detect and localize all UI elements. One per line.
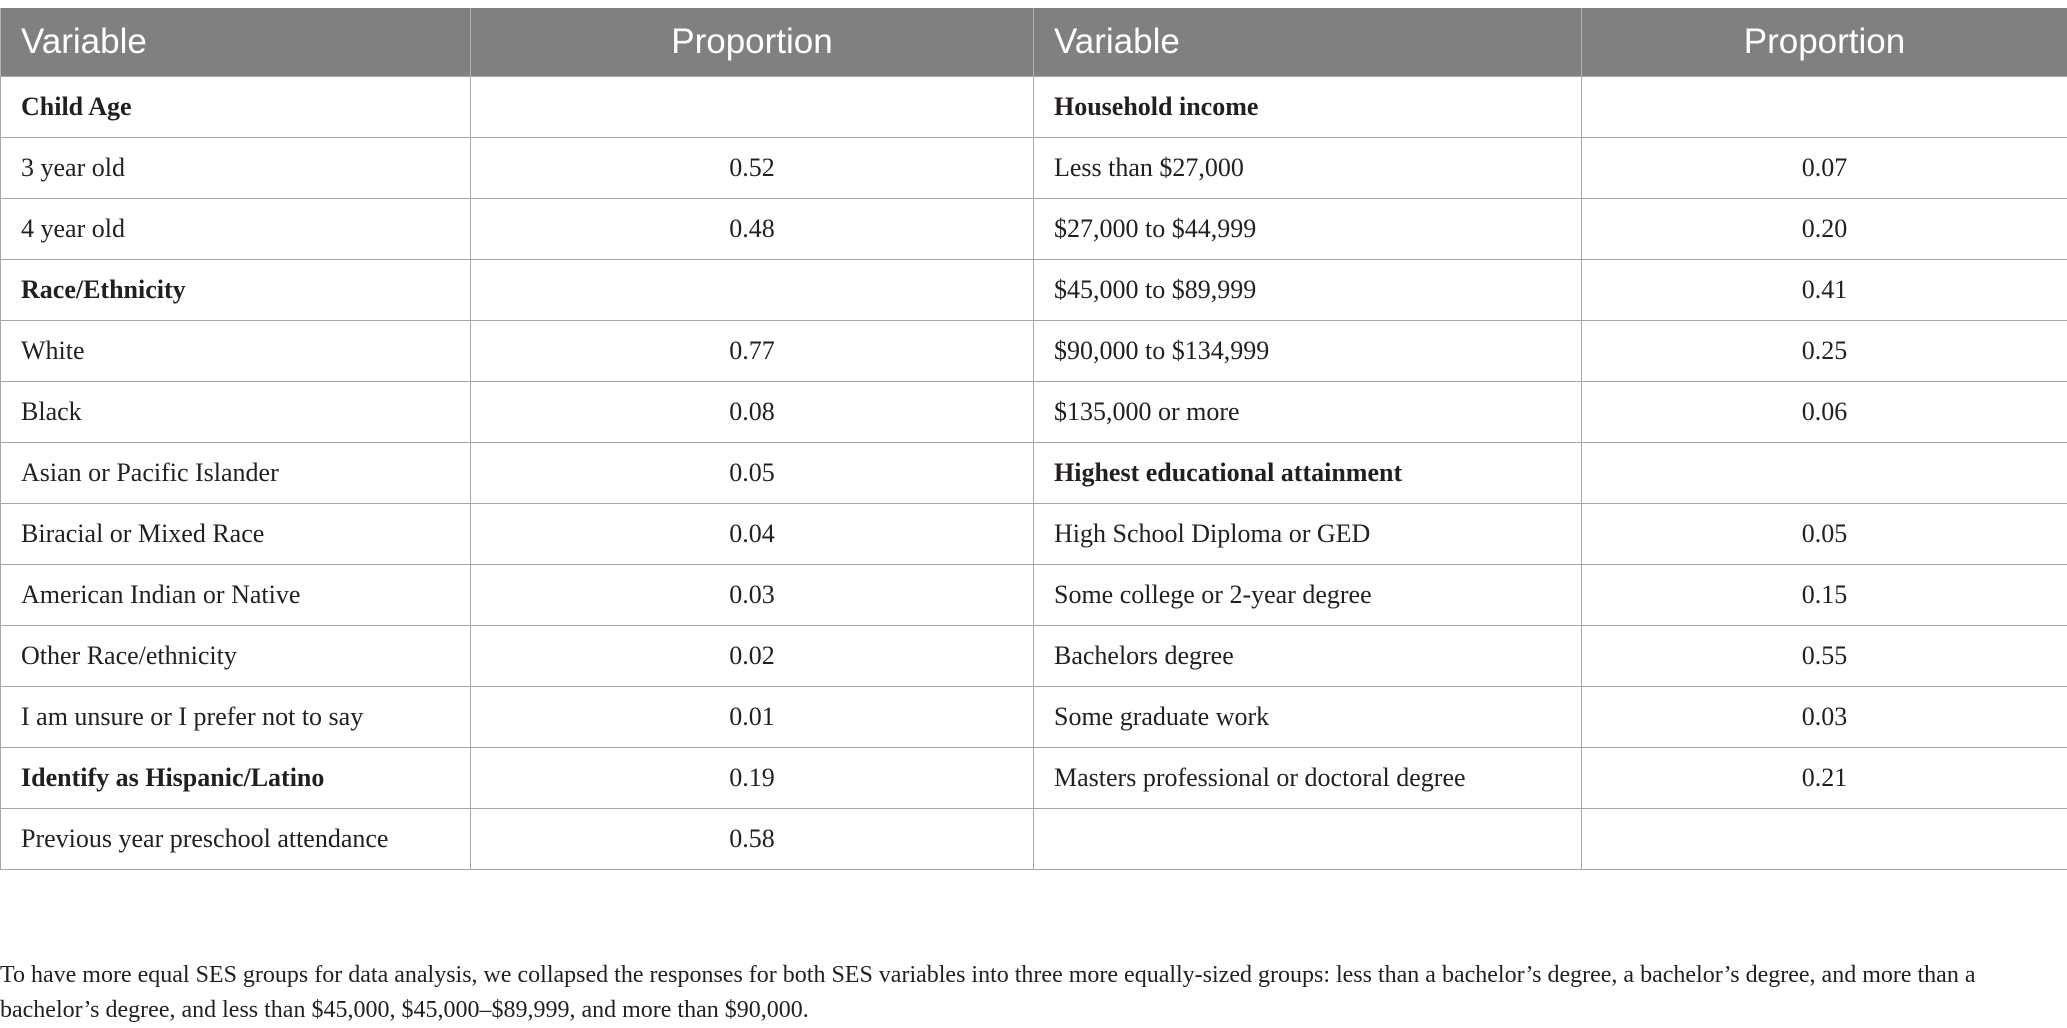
- left-proportion-cell: 0.19: [471, 748, 1034, 809]
- table-row: [1, 321, 2067, 382]
- left-variable-cell: Asian or Pacific Islander: [1, 443, 471, 504]
- table-row: [1, 687, 2067, 748]
- left-variable-cell: 4 year old: [1, 199, 471, 260]
- right-variable-cell: High School Diploma or GED: [1034, 504, 1582, 565]
- table-row: [1, 504, 2067, 565]
- table-row: [1, 748, 2067, 809]
- left-variable-cell: Previous year preschool attendance: [1, 809, 471, 870]
- right-variable-cell: Household income: [1034, 77, 1582, 138]
- left-proportion-cell: 0.08: [471, 382, 1034, 443]
- right-variable-cell: Some graduate work: [1034, 687, 1582, 748]
- table-row: [1, 260, 2067, 321]
- right-variable-cell: $90,000 to $134,999: [1034, 321, 1582, 382]
- table-row: [1, 443, 2067, 504]
- right-variable-cell: Some college or 2-year degree: [1034, 565, 1582, 626]
- left-proportion-cell: [471, 260, 1034, 321]
- right-proportion-cell: [1582, 77, 2067, 138]
- table-footnote: To have more equal SES groups for data analysis, we collapsed the responses for both SES variables into three more equally-sized groups: less than a bachelor’s degree, a bachelor’s degree, and more than a bachelor’s degree, and less than $45,000, $45,000–$89,999, and more than $90,000.: [0, 958, 2060, 1028]
- right-variable-cell: Bachelors degree: [1034, 626, 1582, 687]
- left-variable-cell: Biracial or Mixed Race: [1, 504, 471, 565]
- table-header-row: [1, 8, 2067, 77]
- table-row: [1, 809, 2067, 870]
- left-variable-cell: Child Age: [1, 77, 471, 138]
- right-proportion-cell: 0.15: [1582, 565, 2067, 626]
- right-proportion-cell: 0.55: [1582, 626, 2067, 687]
- right-variable-cell: $27,000 to $44,999: [1034, 199, 1582, 260]
- right-proportion-cell: 0.05: [1582, 504, 2067, 565]
- left-proportion-cell: 0.05: [471, 443, 1034, 504]
- header-variable-left: Variable: [1, 8, 471, 77]
- left-variable-cell: White: [1, 321, 471, 382]
- header-proportion-left: Proportion: [471, 8, 1034, 77]
- table-row: [1, 138, 2067, 199]
- left-variable-cell: Race/Ethnicity: [1, 260, 471, 321]
- header-proportion-right: Proportion: [1582, 8, 2067, 77]
- right-variable-cell: Masters professional or doctoral degree: [1034, 748, 1582, 809]
- right-proportion-cell: 0.20: [1582, 199, 2067, 260]
- left-proportion-cell: 0.04: [471, 504, 1034, 565]
- left-proportion-cell: 0.02: [471, 626, 1034, 687]
- right-variable-cell: $135,000 or more: [1034, 382, 1582, 443]
- right-proportion-cell: 0.25: [1582, 321, 2067, 382]
- header-variable-right: Variable: [1034, 8, 1582, 77]
- right-variable-cell: Highest educational attainment: [1034, 443, 1582, 504]
- right-proportion-cell: 0.41: [1582, 260, 2067, 321]
- right-variable-cell: [1034, 809, 1582, 870]
- right-variable-cell: Less than $27,000: [1034, 138, 1582, 199]
- left-proportion-cell: 0.58: [471, 809, 1034, 870]
- right-proportion-cell: 0.07: [1582, 138, 2067, 199]
- right-proportion-cell: 0.03: [1582, 687, 2067, 748]
- demographics-table: [0, 8, 2067, 870]
- table-row: [1, 565, 2067, 626]
- table-row: [1, 199, 2067, 260]
- left-proportion-cell: 0.01: [471, 687, 1034, 748]
- left-proportion-cell: 0.03: [471, 565, 1034, 626]
- table-row: [1, 626, 2067, 687]
- right-proportion-cell: 0.21: [1582, 748, 2067, 809]
- left-variable-cell: Black: [1, 382, 471, 443]
- right-proportion-cell: 0.06: [1582, 382, 2067, 443]
- left-variable-cell: 3 year old: [1, 138, 471, 199]
- left-variable-cell: Identify as Hispanic/Latino: [1, 748, 471, 809]
- left-variable-cell: American Indian or Native: [1, 565, 471, 626]
- left-proportion-cell: [471, 77, 1034, 138]
- left-proportion-cell: 0.52: [471, 138, 1034, 199]
- right-proportion-cell: [1582, 809, 2067, 870]
- table-row: [1, 77, 2067, 138]
- left-variable-cell: I am unsure or I prefer not to say: [1, 687, 471, 748]
- table-body: [1, 77, 2067, 870]
- left-variable-cell: Other Race/ethnicity: [1, 626, 471, 687]
- right-variable-cell: $45,000 to $89,999: [1034, 260, 1582, 321]
- table-row: [1, 382, 2067, 443]
- left-proportion-cell: 0.77: [471, 321, 1034, 382]
- right-proportion-cell: [1582, 443, 2067, 504]
- left-proportion-cell: 0.48: [471, 199, 1034, 260]
- demographics-table-container: [0, 8, 2067, 870]
